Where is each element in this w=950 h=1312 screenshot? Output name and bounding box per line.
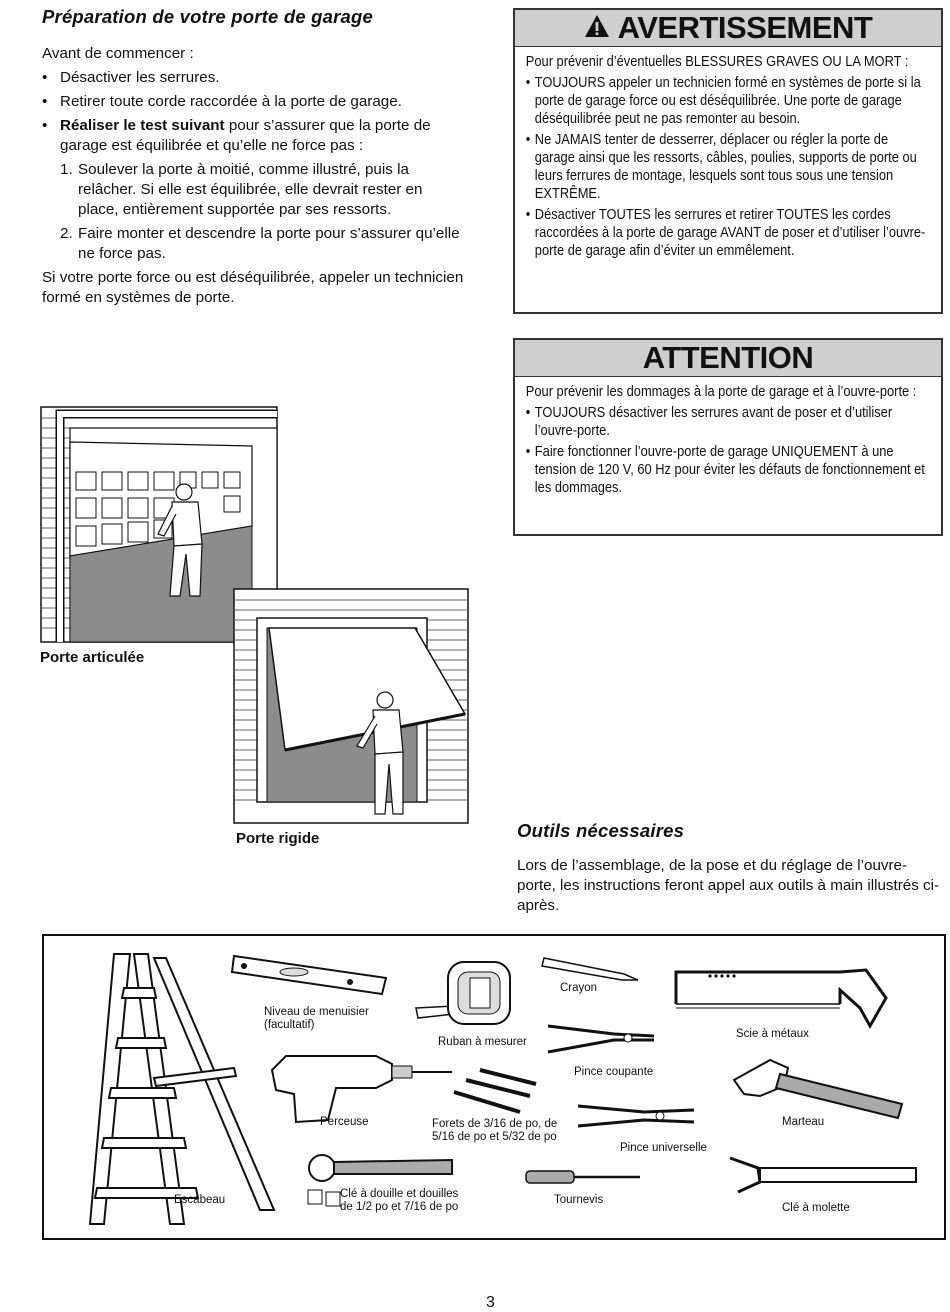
list-item: • Désactiver les serrures. bbox=[42, 69, 220, 86]
pencil-label: Crayon bbox=[560, 982, 598, 994]
drill-label: Perceuse bbox=[320, 1116, 369, 1128]
screwdriver-label: Tournevis bbox=[554, 1194, 604, 1206]
screwdriver-icon bbox=[524, 1168, 644, 1186]
hacksaw-label: Scie à métaux bbox=[736, 1028, 809, 1040]
preparation-conclusion: Si votre porte force ou est déséquilibrée, appeler un technicien formé en systèmes de porte. bbox=[42, 269, 464, 306]
cutters-label: Pince coupante bbox=[574, 1066, 654, 1078]
tools-illustration bbox=[42, 934, 946, 1240]
preparation-intro: Avant de commencer : bbox=[42, 45, 194, 62]
tools-description: Lors de l’assemblage, de la pose et du réglage de l’ouvre-porte, les instructions feront appel aux outils à main illustrés ci-après. bbox=[517, 857, 940, 914]
caution-intro: Pour prévenir les dommages à la porte de garage et à l’ouvre-porte : bbox=[525, 384, 917, 400]
caution-bullet: • Faire fonctionner l’ouvre-porte de garage UNIQUEMENT à une tension de 120 V, 60 Hz pour éviter les défauts de fonctionnement et les dommages. bbox=[525, 444, 925, 496]
caution-content bbox=[515, 377, 934, 497]
drill-bits-icon bbox=[450, 1066, 540, 1116]
tools-title: Outils nécessaires bbox=[517, 820, 685, 841]
warning-box bbox=[513, 8, 943, 314]
warning-bullet: • Ne JAMAIS tenter de desserrer, déplacer ou régler la porte de garage ainsi que les ressorts, câbles, poulies, supports de porte ou leurs ferrures de montage, lesquels sont tous sous une tension EXTRÊME. bbox=[525, 132, 917, 202]
warning-triangle-icon bbox=[584, 14, 610, 38]
preparation-steps bbox=[42, 160, 467, 264]
caution-title: ATTENTION bbox=[642, 340, 814, 375]
preparation-title: Préparation de votre porte de garage bbox=[42, 6, 374, 27]
onepiece-door-caption: Porte rigide bbox=[236, 830, 320, 847]
tape-label: Ruban à mesurer bbox=[438, 1036, 527, 1048]
tape-measure-icon bbox=[408, 958, 518, 1034]
list-item: • Retirer toute corde raccordée à la porte de garage. bbox=[42, 93, 402, 110]
preparation-bullets bbox=[42, 68, 467, 156]
pencil-icon bbox=[540, 954, 644, 984]
level-icon bbox=[230, 952, 390, 998]
caution-header bbox=[515, 340, 941, 377]
list-item: 2. Faire monter et descendre la porte pour s’assurer qu’elle ne force pas. bbox=[60, 225, 460, 262]
caution-bullet: • TOUJOURS désactiver les serrures avant de poser et d’utiliser l’ouvre-porte. bbox=[525, 405, 893, 439]
hammer-label: Marteau bbox=[782, 1116, 825, 1128]
pliers-label: Pince universelle bbox=[620, 1142, 707, 1154]
warning-content bbox=[515, 47, 934, 260]
adjustable-wrench-icon bbox=[720, 1148, 920, 1200]
warning-intro: Pour prévenir d’éventuelles BLESSURES GRAVES OU LA MORT : bbox=[525, 54, 909, 70]
warning-header bbox=[515, 10, 941, 47]
ladder-label: Escabeau bbox=[174, 1194, 226, 1206]
list-item: 1. Soulever la porte à moitié, comme illustré, puis la relâcher. Si elle est équilibrée, elle devrait rester en place, entièrement supportée par ses ressorts. bbox=[60, 161, 423, 218]
test-bold: Réaliser le test suivant bbox=[60, 117, 225, 134]
pliers-icon bbox=[574, 1096, 704, 1136]
onepiece-door-figure bbox=[233, 588, 469, 824]
warning-bullet: • TOUJOURS appeler un technicien formé en systèmes de porte si la porte de garage force ou est déséquilibrée. Une porte de garage déséquilibrée peut ne pas remonter au besoin. bbox=[525, 75, 921, 127]
list-item: • Réaliser le test suivant pour s’assurer que la porte de garage est équilibrée et qu’elle ne force pas : bbox=[42, 117, 431, 154]
page-number: 3 bbox=[486, 1294, 495, 1311]
caution-box bbox=[513, 338, 943, 536]
bits-label: Forets de 3/16 de po, de 5/16 de po et 5/32 de po bbox=[432, 1118, 558, 1143]
cutters-icon bbox=[544, 1018, 664, 1058]
wrench-label: Clé à molette bbox=[782, 1202, 850, 1214]
sectional-door-caption: Porte articulée bbox=[40, 649, 145, 666]
warning-title: AVERTISSEMENT bbox=[617, 10, 873, 45]
socket-label: Clé à douille et douilles de 1/2 po et 7/16 de po bbox=[340, 1188, 459, 1213]
level-label: Niveau de menuisier (facultatif) bbox=[264, 1006, 369, 1031]
warning-bullet: • Désactiver TOUTES les serrures et retirer TOUTES les cordes raccordées à la porte de garage AVANT de poser et d’utiliser l’ouvre-porte de garage afin d’éviter un emmêlement. bbox=[525, 207, 926, 259]
hacksaw-icon bbox=[670, 968, 894, 1032]
preparation-body bbox=[42, 44, 467, 308]
